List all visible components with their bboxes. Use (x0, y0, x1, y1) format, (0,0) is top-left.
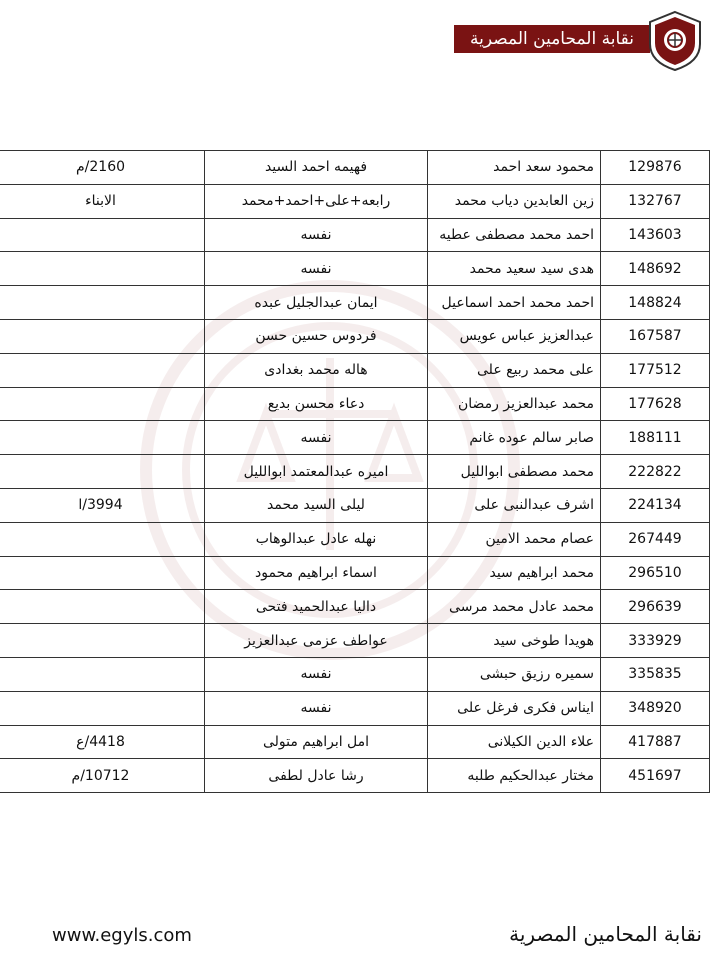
note-cell (0, 556, 205, 590)
member-name-cell: على محمد ربيع على (428, 353, 601, 387)
table-row (0, 488, 710, 522)
table-row (0, 522, 710, 556)
table-row (0, 421, 710, 455)
relative-name-cell: نفسه (205, 691, 428, 725)
syndicate-logo (646, 10, 704, 72)
note-cell (0, 657, 205, 691)
member-name-cell: محمود سعد احمد (428, 151, 601, 185)
member-id-cell: 177512 (601, 353, 710, 387)
table-row (0, 353, 710, 387)
note-cell (0, 218, 205, 252)
member-name-cell: محمد عبدالعزيز رمضان (428, 387, 601, 421)
member-name-cell: سميره رزيق حبشى (428, 657, 601, 691)
member-name-cell: زين العابدين دياب محمد (428, 184, 601, 218)
member-name-cell: هويدا طوخى سيد (428, 624, 601, 658)
member-name-cell: محمد ابراهيم سيد (428, 556, 601, 590)
member-name-cell: محمد مصطفى ابوالليل (428, 455, 601, 489)
note-cell (0, 353, 205, 387)
note-cell (0, 590, 205, 624)
relative-name-cell: نفسه (205, 218, 428, 252)
note-cell (0, 624, 205, 658)
member-id-cell: 267449 (601, 522, 710, 556)
table-row (0, 590, 710, 624)
member-id-cell: 417887 (601, 725, 710, 759)
note-cell (0, 252, 205, 286)
member-name-cell: مختار عبدالحكيم طلبه (428, 759, 601, 793)
note-cell: 4418/ع (0, 725, 205, 759)
note-cell (0, 522, 205, 556)
member-name-cell: علاء الدين الكيلانى (428, 725, 601, 759)
table-row (0, 184, 710, 218)
member-id-cell: 335835 (601, 657, 710, 691)
relative-name-cell: نفسه (205, 657, 428, 691)
member-id-cell: 188111 (601, 421, 710, 455)
member-id-cell: 296639 (601, 590, 710, 624)
table-row (0, 319, 710, 353)
note-cell: 2160/م (0, 151, 205, 185)
table-row (0, 556, 710, 590)
member-id-cell: 177628 (601, 387, 710, 421)
relative-name-cell: رابعه+على+احمد+محمد (205, 184, 428, 218)
member-name-cell: عبدالعزيز عباس عويس (428, 319, 601, 353)
member-id-cell: 333929 (601, 624, 710, 658)
note-cell (0, 455, 205, 489)
relative-name-cell: ليلى السيد محمد (205, 488, 428, 522)
member-id-cell: 143603 (601, 218, 710, 252)
relative-name-cell: نهله عادل عبدالوهاب (205, 522, 428, 556)
note-cell: الابناء (0, 184, 205, 218)
relative-name-cell: اميره عبدالمعتمد ابوالليل (205, 455, 428, 489)
relative-name-cell: داليا عبدالحميد فتحى (205, 590, 428, 624)
member-name-cell: صابر سالم عوده غانم (428, 421, 601, 455)
note-cell (0, 421, 205, 455)
footer-organization: نقابة المحامين المصرية (509, 922, 702, 946)
table-row (0, 691, 710, 725)
member-id-cell: 296510 (601, 556, 710, 590)
member-name-cell: اشرف عبدالنبى على (428, 488, 601, 522)
table-row (0, 286, 710, 320)
relative-name-cell: فهيمه احمد السيد (205, 151, 428, 185)
member-id-cell: 129876 (601, 151, 710, 185)
member-name-cell: احمد محمد مصطفى عطيه (428, 218, 601, 252)
relative-name-cell: هاله محمد بغدادى (205, 353, 428, 387)
relative-name-cell: امل ابراهيم متولى (205, 725, 428, 759)
relative-name-cell: فردوس حسين حسن (205, 319, 428, 353)
member-id-cell: 451697 (601, 759, 710, 793)
member-name-cell: عصام محمد الامين (428, 522, 601, 556)
member-name-cell: هدى سيد سعيد محمد (428, 252, 601, 286)
table-row (0, 455, 710, 489)
relative-name-cell: نفسه (205, 421, 428, 455)
member-id-cell: 167587 (601, 319, 710, 353)
member-name-cell: احمد محمد احمد اسماعيل (428, 286, 601, 320)
member-name-cell: محمد عادل محمد مرسى (428, 590, 601, 624)
footer-website[interactable]: www.egyls.com (52, 925, 192, 946)
table-row (0, 725, 710, 759)
member-id-cell: 348920 (601, 691, 710, 725)
member-id-cell: 222822 (601, 455, 710, 489)
member-id-cell: 148824 (601, 286, 710, 320)
member-name-cell: ايناس فكرى فرغل على (428, 691, 601, 725)
member-id-cell: 132767 (601, 184, 710, 218)
table-row (0, 218, 710, 252)
relative-name-cell: ايمان عبدالجليل عبده (205, 286, 428, 320)
note-cell (0, 286, 205, 320)
relative-name-cell: دعاء محسن بديع (205, 387, 428, 421)
relative-name-cell: رشا عادل لطفى (205, 759, 428, 793)
members-table-body (0, 151, 710, 793)
relative-name-cell: اسماء ابراهيم محمود (205, 556, 428, 590)
note-cell: 10712/م (0, 759, 205, 793)
table-row (0, 387, 710, 421)
members-table (0, 150, 710, 793)
banner-text: نقابة المحامين المصرية (470, 29, 634, 49)
syndicate-banner (454, 25, 650, 53)
table-row (0, 657, 710, 691)
table-row (0, 759, 710, 793)
member-id-cell: 224134 (601, 488, 710, 522)
relative-name-cell: عواطف عزمى عبدالعزيز (205, 624, 428, 658)
table-row (0, 151, 710, 185)
table-row (0, 624, 710, 658)
note-cell: 3994/ا (0, 488, 205, 522)
table-row (0, 252, 710, 286)
relative-name-cell: نفسه (205, 252, 428, 286)
note-cell (0, 319, 205, 353)
note-cell (0, 691, 205, 725)
member-id-cell: 148692 (601, 252, 710, 286)
note-cell (0, 387, 205, 421)
